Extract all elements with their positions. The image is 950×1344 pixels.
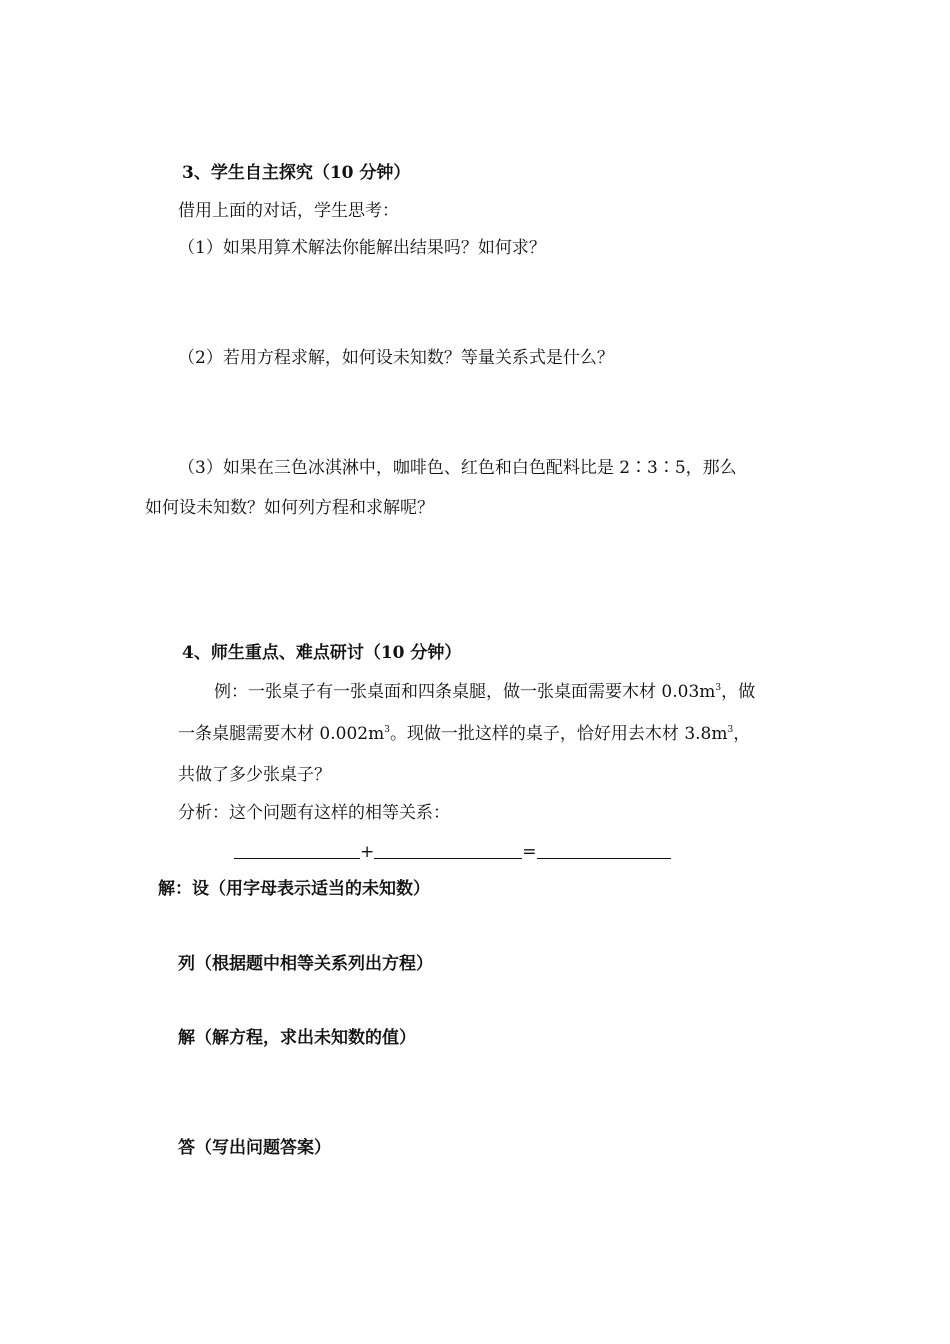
question-3-line1: （3）如果在三色冰淇淋中，咖啡色、红色和白色配料比是 2∶3∶5，那么 <box>178 458 737 478</box>
section4-heading: 4、师生重点、难点研讨（10 分钟） <box>182 643 462 663</box>
section3-heading: 3、学生自主探究（10 分钟） <box>182 163 411 183</box>
equals-sign: = <box>522 842 537 862</box>
analysis-text: 分析：这个问题有这样的相等关系： <box>178 803 450 823</box>
step-set: 解：设（用字母表示适当的未知数） <box>158 879 430 899</box>
step-list: 列（根据题中相等关系列出方程） <box>178 954 433 974</box>
example-line2 <box>178 722 750 746</box>
example-line3: 共做了多少张桌子？ <box>178 765 331 785</box>
section3-intro: 借用上面的对话，学生思考： <box>178 201 399 221</box>
equation-blanks <box>234 840 671 864</box>
question-3-line2: 如何设未知数？如何列方程和求解呢？ <box>145 498 434 518</box>
blank-3[interactable] <box>537 843 671 859</box>
step-solve: 解（解方程，求出未知数的值） <box>178 1028 416 1048</box>
cubic-superscript: 3 <box>727 725 734 735</box>
blank-1[interactable] <box>234 843 360 859</box>
example-line1 <box>214 680 755 704</box>
example-line2-text: 一条桌腿需要木材 0.002m <box>178 724 385 744</box>
example-line2-middle: 。现做一批这样的桌子，恰好用去木材 3.8m <box>389 724 728 744</box>
cubic-superscript: 3 <box>384 725 390 735</box>
blank-2[interactable] <box>374 843 522 859</box>
question-1: （1）如果用算术解法你能解出结果吗？如何求？ <box>178 238 546 258</box>
step-answer: 答（写出问题答案） <box>178 1138 331 1158</box>
example-line1-text: 例：一张桌子有一张桌面和四条桌腿，做一张桌面需要木材 0.03m <box>214 682 716 702</box>
plus-sign: + <box>360 842 375 862</box>
example-line2-tail: ， <box>733 724 751 744</box>
question-2: （2）若用方程求解，如何设未知数？等量关系式是什么？ <box>178 348 614 368</box>
example-line1-tail: ，做 <box>721 682 756 702</box>
cubic-superscript: 3 <box>715 683 722 693</box>
